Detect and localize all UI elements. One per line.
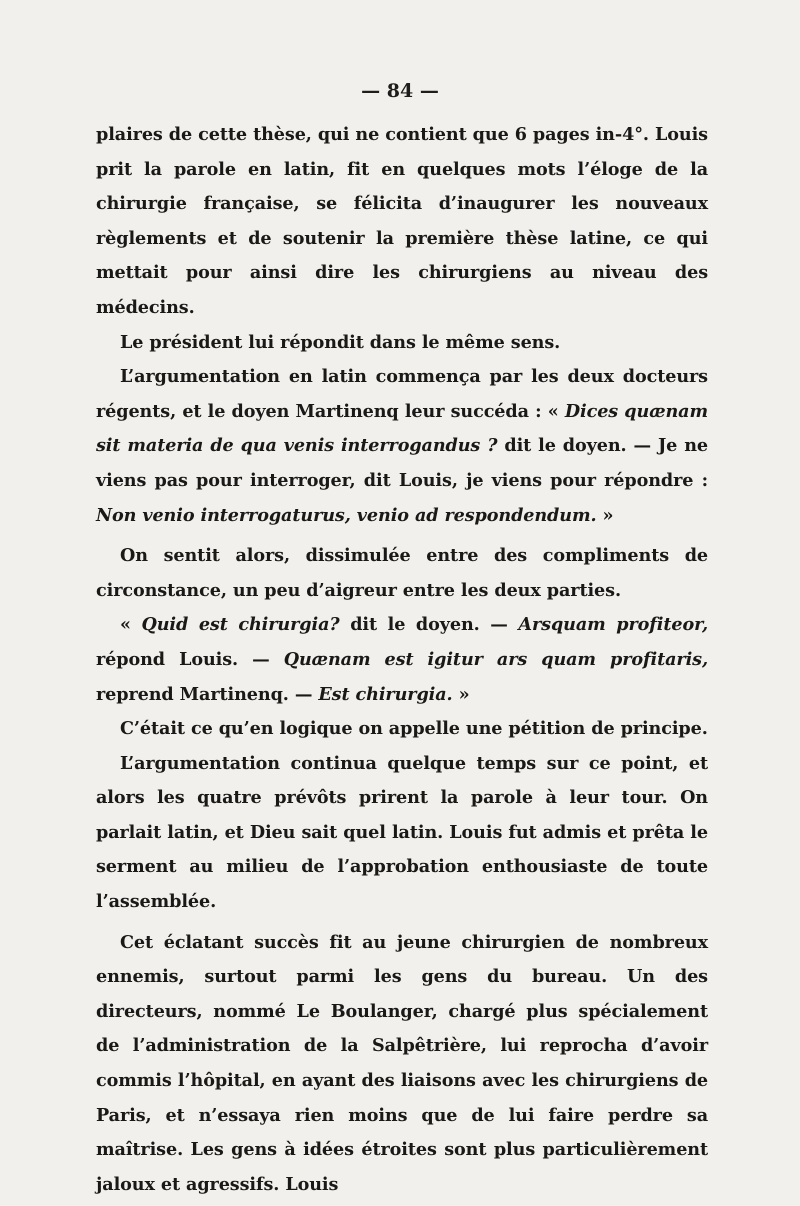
paragraph-3-text-3: » — [596, 504, 614, 526]
paragraph-4: On sentit alors, dissimulée entre des compliments de circonstance, un peu d’aigreur entre les deux parties. — [96, 545, 708, 601]
paragraph-3 — [96, 360, 708, 533]
paragraph-3-latin-2: Non venio interrogaturus, venio ad respondendum. — [96, 504, 597, 526]
paragraph-5-text-5: » — [452, 683, 470, 705]
paragraph-5-text-1: « — [120, 614, 142, 636]
paragraph-5-text-3: répond Louis. — — [96, 648, 284, 670]
paragraph-3-text-2: dit le doyen. — Je ne viens pas pour interroger, dit Louis, je viens pour répondre : — [96, 435, 709, 491]
body-text — [96, 118, 708, 1202]
paragraph-1: plaires de cette thèse, qui ne contient que 6 pages in-4°. Louis prit la parole en latin, fit en quelques mots l’éloge de la chirurgie française, se félicita d’inaugurer les nouveaux règlements et de soutenir la première thèse latine, ce qui mettait pour ainsi dire les chirurgiens au niveau des médecins. — [96, 124, 708, 318]
paragraph-3-latin-1: Dices quænam sit materia de qua venis interrogandus ? — [96, 400, 708, 457]
paragraph-5-latin-3: Quænam est igitur ars quam profitaris, — [283, 648, 708, 670]
paragraph-5 — [96, 608, 708, 712]
paragraph-8: Cet éclatant succès fit au jeune chirurgien de nombreux ennemis, surtout parmi les gens du bureau. Un des directeurs, nommé Le Boulanger, chargé plus spécialement de l’administration de la Salpêtrière, lui reprocha d’avoir commis l’hôpital, en ayant des liaisons avec les chirurgiens de Paris, et n’essaya rien moins que de lui faire perdre sa maîtrise. Les gens à idées étroites sont plus particulièrement jaloux et agressifs. Louis — [96, 931, 708, 1195]
paragraph-7: L’argumentation continua quelque temps sur ce point, et alors les quatre prévôts prirent la parole à leur tour. On parlait latin, et Dieu sait quel latin. Louis fut admis et prêta le serment au milieu de l’approbation enthousiaste de toute l’assemblée. — [96, 752, 708, 913]
paragraph-5-latin-1: Quid est chirurgia? — [141, 614, 340, 636]
paragraph-5-text-4: reprend Martinenq. — — [96, 683, 319, 705]
paragraph-5-latin-2: Arsquam profiteor, — [518, 614, 708, 636]
paragraph-6: C’était ce qu’en logique on appelle une pétition de principe. — [120, 718, 708, 740]
paragraph-2: Le président lui répondit dans le même sens. — [120, 331, 561, 353]
paragraph-3-text-1: L’argumentation en latin commença par les deux docteurs régents, et le doyen Martinenq leur succéda : « — [96, 366, 708, 422]
paragraph-5-latin-4: Est chirurgia. — [318, 683, 453, 705]
page-number: — 84 — — [361, 80, 439, 102]
paragraph-5-text-2: dit le doyen. — — [339, 614, 519, 636]
